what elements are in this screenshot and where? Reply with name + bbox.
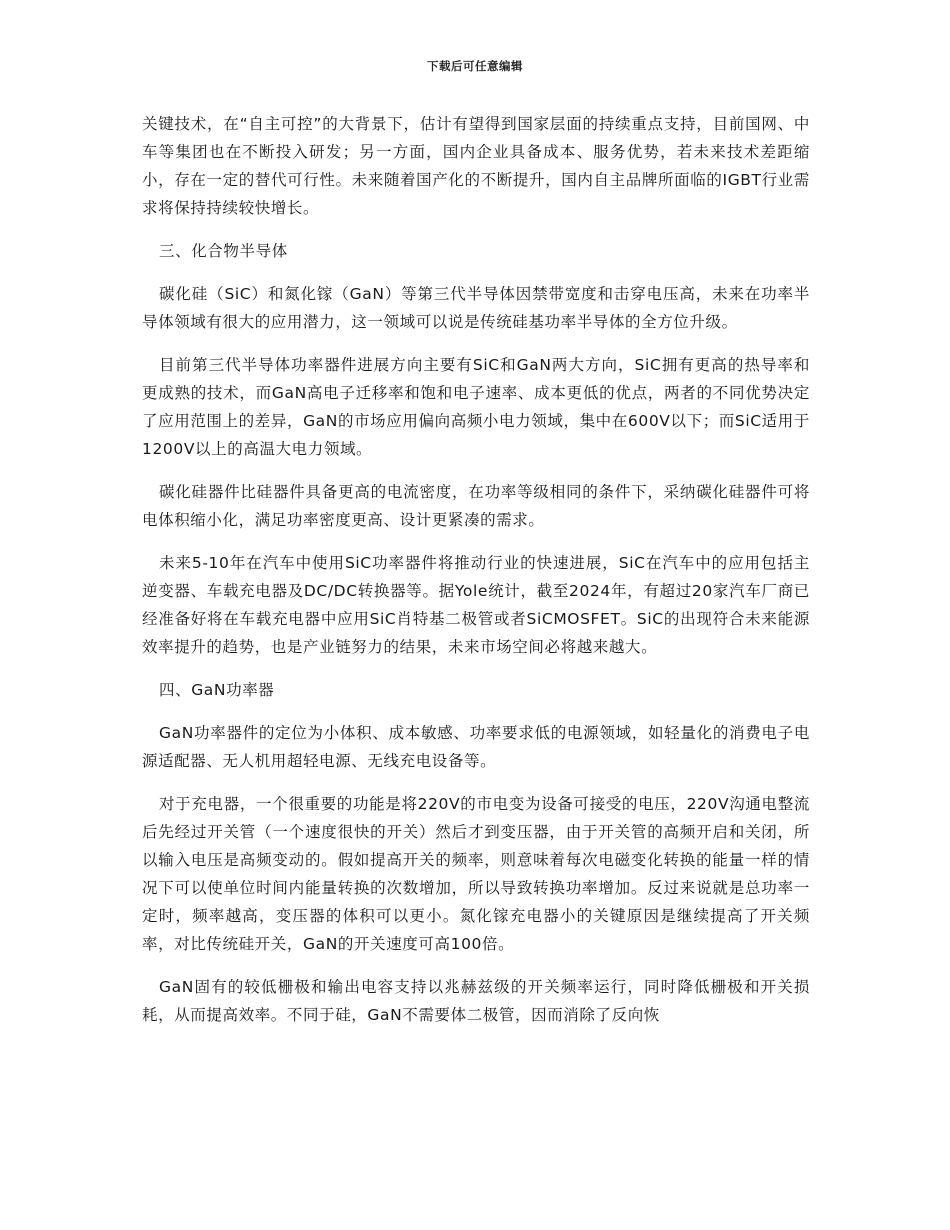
document-body bbox=[142, 110, 810, 1044]
paragraph-sic-gan-directions: 目前第三代半导体功率器件进展方向主要有SiC和GaN两大方向，SiC拥有更高的热导率和更成熟的技术，而GaN高电子迁移率和饱和电子速率、成本更低的优点，两者的不同优势决定了应用范围上的差异，GaN的市场应用偏向高频小电力领域，集中在600V以下；而SiC适用于1200V以上的高温大电力领域。 bbox=[142, 356, 810, 458]
paragraph-gan-capacitance: GaN固有的较低栅极和输出电容支持以兆赫兹级的开关频率运行，同时降低栅极和开关损耗，从而提高效率。不同于硅，GaN不需要体二极管，因而消除了反向恢 bbox=[142, 978, 810, 1024]
paragraph-gan-positioning: GaN功率器件的定位为小体积、成本敏感、功率要求低的电源领域，如轻量化的消费电子电源适配器、无人机用超轻电源、无线充电设备等。 bbox=[142, 724, 810, 770]
paragraph-igbt-outlook: 关键技术，在“自主可控”的大背景下，估计有望得到国家层面的持续重点支持，目前国网、中车等集团也在不断投入研发；另一方面，国内企业具备成本、服务优势，若未来技术差距缩小，存在一定的替代可行性。未来随着国产化的不断提升，国内自主品牌所面临的IGBT行业需求将保持持续较快增长。 bbox=[142, 115, 810, 217]
paragraph-sic-automotive: 未来5-10年在汽车中使用SiC功率器件将推动行业的快速进展，SiC在汽车中的应用包括主逆变器、车载充电器及DC/DC转换器等。据Yole统计，截至2024年，有超过20家汽车厂商已经准备好将在车载充电器中应用SiC肖特基二极管或者SiCMOSFET。SiC的出现符合未来能源效率提升的趋势，也是产业链努力的结果，未来市场空间必将越来越大。 bbox=[142, 554, 810, 656]
paragraph-sic-density: 碳化硅器件比硅器件具备更高的电流密度，在功率等级相同的条件下，采纳碳化硅器件可将电体积缩小化，满足功率密度更高、设计更紧凑的需求。 bbox=[142, 483, 810, 529]
section-heading-compound-semiconductor: 三、化合物半导体 bbox=[159, 242, 288, 260]
section-heading-gan-power: 四、GaN功率器 bbox=[159, 681, 275, 699]
paragraph-charger-switching: 对于充电器，一个很重要的功能是将220V的市电变为设备可接受的电压，220V沟通电整流后先经过开关管（一个速度很快的开关）然后才到变压器，由于开关管的高频开启和关闭，所以输入电压是高频变动的。假如提高开关的频率，则意味着每次电磁变化转换的能量一样的情况下可以使单位时间内能量转换的次数增加，所以导致转换功率增加。反过来说就是总功率一定时，频率越高，变压器的体积可以更小。氮化镓充电器小的关键原因是继续提高了开关频率，对比传统硅开关，GaN的开关速度可高100倍。 bbox=[142, 795, 810, 953]
header-note: 下载后可任意编辑 bbox=[427, 59, 523, 73]
paragraph-third-gen-intro: 碳化硅（SiC）和氮化镓（GaN）等第三代半导体因禁带宽度和击穿电压高，未来在功率半导体领域有很大的应用潜力，这一领域可以说是传统硅基功率半导体的全方位升级。 bbox=[142, 285, 810, 331]
